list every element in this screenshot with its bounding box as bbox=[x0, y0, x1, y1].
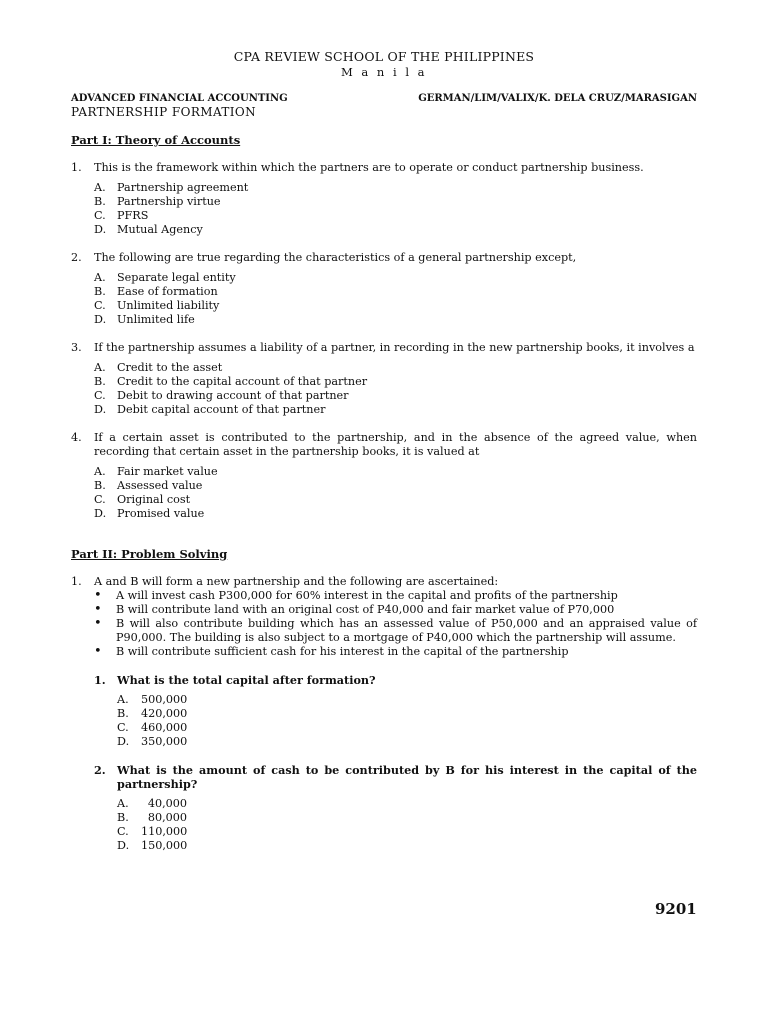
question-text: If the partnership assumes a liability of a partner, in recording in the new partnership books, it involves a bbox=[94, 341, 695, 354]
option bbox=[117, 811, 697, 825]
option-text: Unlimited life bbox=[117, 313, 195, 326]
option-text: Fair market value bbox=[117, 465, 218, 478]
course-name: ADVANCED FINANCIAL ACCOUNTING bbox=[71, 93, 288, 104]
assumption-list bbox=[94, 589, 697, 659]
option bbox=[94, 209, 697, 223]
subquestion bbox=[94, 673, 697, 687]
option-letter: A. bbox=[117, 693, 129, 706]
bullet-icon: • bbox=[94, 602, 102, 617]
option bbox=[94, 361, 697, 375]
assumption-item bbox=[94, 589, 697, 603]
option bbox=[94, 299, 697, 313]
option-list bbox=[117, 797, 697, 853]
bullet-icon: • bbox=[94, 588, 102, 603]
option-letter: D. bbox=[94, 403, 107, 416]
option-letter: C. bbox=[94, 299, 106, 312]
authors: GERMAN/LIM/VALIX/K. DELA CRUZ/MARASIGAN bbox=[418, 93, 697, 104]
option bbox=[94, 375, 697, 389]
option-letter: B. bbox=[94, 479, 106, 492]
assumption-text: A will invest cash P300,000 for 60% interest in the capital and profits of the partnership bbox=[116, 589, 618, 602]
option-letter: A. bbox=[94, 271, 106, 284]
option bbox=[94, 389, 697, 403]
option-value: 420,000 bbox=[141, 707, 188, 720]
option-text: Original cost bbox=[117, 493, 191, 506]
option-value: 80,000 bbox=[147, 811, 187, 824]
option-text: Separate legal entity bbox=[117, 271, 236, 284]
assumption-text: B will also contribute building which has an assessed value of P50,000 and an appraised value of P90,000. The building is also subject to a mortgage of P40,000 which the partnership will assume. bbox=[116, 617, 697, 644]
option bbox=[117, 707, 697, 721]
option bbox=[94, 507, 697, 521]
option-letter: C. bbox=[94, 389, 106, 402]
bullet-icon: • bbox=[94, 644, 102, 659]
option bbox=[94, 271, 697, 285]
option-text: Promised value bbox=[117, 507, 205, 520]
question bbox=[71, 341, 697, 355]
question bbox=[71, 161, 697, 175]
assumption-item bbox=[94, 617, 697, 645]
option bbox=[94, 181, 697, 195]
option-letter: D. bbox=[117, 839, 130, 852]
question bbox=[71, 251, 697, 265]
option-letter: B. bbox=[94, 195, 106, 208]
question-number: 3. bbox=[71, 341, 82, 354]
option-text: Assessed value bbox=[117, 479, 203, 492]
option-list bbox=[94, 361, 697, 417]
option-letter: A. bbox=[117, 797, 129, 810]
option bbox=[94, 493, 697, 507]
subquestion bbox=[94, 763, 697, 791]
option-text: Partnership virtue bbox=[117, 195, 221, 208]
option-text: Mutual Agency bbox=[117, 223, 203, 236]
option bbox=[94, 403, 697, 417]
subquestion-text: What is the amount of cash to be contributed by B for his interest in the capital of the partnership? bbox=[117, 763, 697, 791]
option-text: PFRS bbox=[117, 209, 149, 222]
course-header bbox=[71, 93, 697, 105]
option-list bbox=[94, 271, 697, 327]
question-text: If a certain asset is contributed to the partnership, and in the absence of the agreed value, when recording that certain asset in the partnership books, it is valued at bbox=[94, 431, 697, 458]
option bbox=[94, 465, 697, 479]
option bbox=[94, 195, 697, 209]
question-number: 1. bbox=[71, 161, 82, 174]
assumption-item bbox=[94, 645, 697, 659]
assumption-item bbox=[94, 603, 697, 617]
option bbox=[117, 797, 697, 811]
option-letter: A. bbox=[94, 361, 106, 374]
option-list bbox=[94, 181, 697, 237]
option-letter: B. bbox=[117, 811, 129, 824]
option-value: 40,000 bbox=[147, 797, 187, 810]
option bbox=[117, 721, 697, 735]
option-text: Ease of formation bbox=[117, 285, 218, 298]
option-text: Debit capital account of that partner bbox=[117, 403, 326, 416]
subquestion-number: 1. bbox=[94, 673, 106, 687]
option-letter: A. bbox=[94, 181, 106, 194]
option-letter: B. bbox=[117, 707, 129, 720]
option-letter: D. bbox=[117, 735, 130, 748]
option-letter: C. bbox=[117, 825, 129, 838]
option bbox=[94, 479, 697, 493]
option-letter: C. bbox=[94, 493, 106, 506]
question-number: 4. bbox=[71, 431, 82, 444]
topic-title: PARTNERSHIP FORMATION bbox=[71, 105, 257, 119]
option-letter: D. bbox=[94, 313, 107, 326]
school-title: CPA REVIEW SCHOOL OF THE PHILIPPINES bbox=[233, 49, 535, 64]
document-page bbox=[71, 50, 697, 853]
option-text: Debit to drawing account of that partner bbox=[117, 389, 349, 402]
question-text: This is the framework within which the partners are to operate or conduct partnership business. bbox=[94, 161, 644, 174]
question bbox=[71, 431, 697, 459]
option-value: 110,000 bbox=[141, 825, 188, 838]
problem-statement bbox=[71, 575, 697, 589]
option-text: Unlimited liability bbox=[117, 299, 220, 312]
option-letter: C. bbox=[94, 209, 106, 222]
option bbox=[117, 735, 697, 749]
assumption-text: B will contribute sufficient cash for his interest in the capital of the partnership bbox=[116, 645, 569, 658]
option bbox=[117, 825, 697, 839]
option-list bbox=[94, 465, 697, 521]
page-number: 9201 bbox=[655, 900, 697, 918]
option-list bbox=[117, 693, 697, 749]
option-text: Partnership agreement bbox=[117, 181, 249, 194]
question-number: 2. bbox=[71, 251, 82, 264]
subquestion-text: What is the total capital after formation? bbox=[117, 673, 376, 687]
problem-text: A and B will form a new partnership and the following are ascertained: bbox=[94, 575, 499, 588]
option-letter: B. bbox=[94, 285, 106, 298]
option-text: Credit to the capital account of that partner bbox=[117, 375, 368, 388]
option-value: 150,000 bbox=[141, 839, 188, 852]
option bbox=[117, 693, 697, 707]
city-subtitle: M a n i l a bbox=[340, 65, 428, 79]
option-text: Credit to the asset bbox=[117, 361, 223, 374]
subquestion-number: 2. bbox=[94, 763, 106, 777]
option-letter: C. bbox=[117, 721, 129, 734]
part2-title: Part II: Problem Solving bbox=[71, 547, 228, 561]
option bbox=[94, 285, 697, 299]
option bbox=[94, 223, 697, 237]
option-letter: D. bbox=[94, 507, 107, 520]
question-text: The following are true regarding the characteristics of a general partnership except, bbox=[94, 251, 577, 264]
option-letter: B. bbox=[94, 375, 106, 388]
option-letter: D. bbox=[94, 223, 107, 236]
assumption-text: B will contribute land with an original cost of P40,000 and fair market value of P70,000 bbox=[116, 603, 615, 616]
option-letter: A. bbox=[94, 465, 106, 478]
option-value: 350,000 bbox=[141, 735, 188, 748]
part1-title: Part I: Theory of Accounts bbox=[71, 133, 241, 147]
option-value: 460,000 bbox=[141, 721, 188, 734]
option bbox=[94, 313, 697, 327]
option-value: 500,000 bbox=[141, 693, 188, 706]
bullet-icon: • bbox=[94, 616, 102, 631]
option bbox=[117, 839, 697, 853]
problem-number: 1. bbox=[71, 575, 82, 588]
